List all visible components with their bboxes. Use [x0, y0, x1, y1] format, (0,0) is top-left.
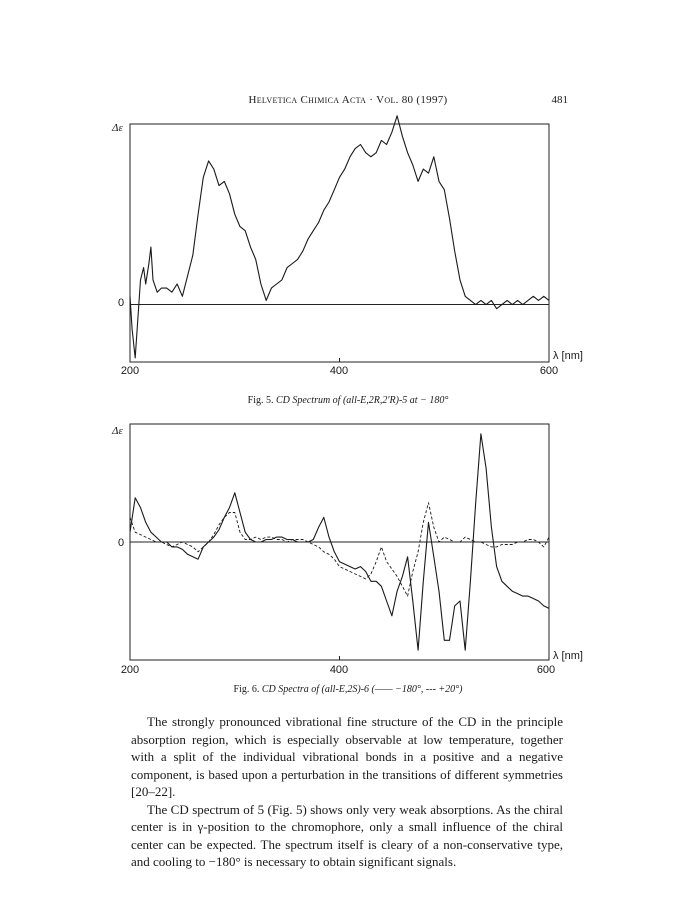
series-line-dashed	[130, 503, 549, 596]
page-number: 481	[551, 94, 568, 106]
x-tick-label: 200	[120, 365, 140, 377]
y-axis-label: Δε	[112, 122, 123, 134]
zero-label: 0	[118, 537, 125, 549]
caption-text: CD Spectrum of (all-E,2R,2'R)-5 at − 180°	[276, 395, 449, 406]
figure-6-caption	[0, 684, 696, 695]
caption-text: CD Spectra of (all-E,2S)-6 (—— −180°, --- +20°)	[261, 684, 463, 695]
journal-header: Helvetica Chimica Acta · Vol. 80 (1997)	[248, 94, 448, 106]
zero-label: 0	[118, 297, 125, 309]
paragraph: The strongly pronounced vibrational fine structure of the CD in the principle absorption region, which is especially observable at low temperature, together with a split of the individual vibrational bonds in a positive and a negative component, is based upon a perturbation in the transitions of different symmetries [20–22].	[131, 714, 563, 799]
x-tick-label: 400	[329, 664, 349, 676]
x-tick-label: 400	[329, 365, 349, 377]
x-tick-label: 600	[539, 365, 559, 377]
x-unit-label: λ [nm]	[553, 350, 583, 362]
y-axis-label: Δε	[112, 425, 123, 437]
x-tick-label: 200	[120, 664, 140, 676]
x-tick-label: 600	[536, 664, 556, 676]
paragraph: The CD spectrum of 5 (Fig. 5) shows only very weak absorptions. As the chiral center is in γ-position to the chromophore, only a small influence of the chiral center can be expected. The spectrum itself is cleary of a non-conservative type, and cooling to −180° is necessary to obtain significant signals.	[131, 801, 563, 869]
x-unit-label: λ [nm]	[553, 650, 583, 662]
body-text	[131, 713, 563, 871]
caption-number: Fig. 6.	[233, 684, 260, 695]
caption-number: Fig. 5.	[247, 395, 274, 406]
